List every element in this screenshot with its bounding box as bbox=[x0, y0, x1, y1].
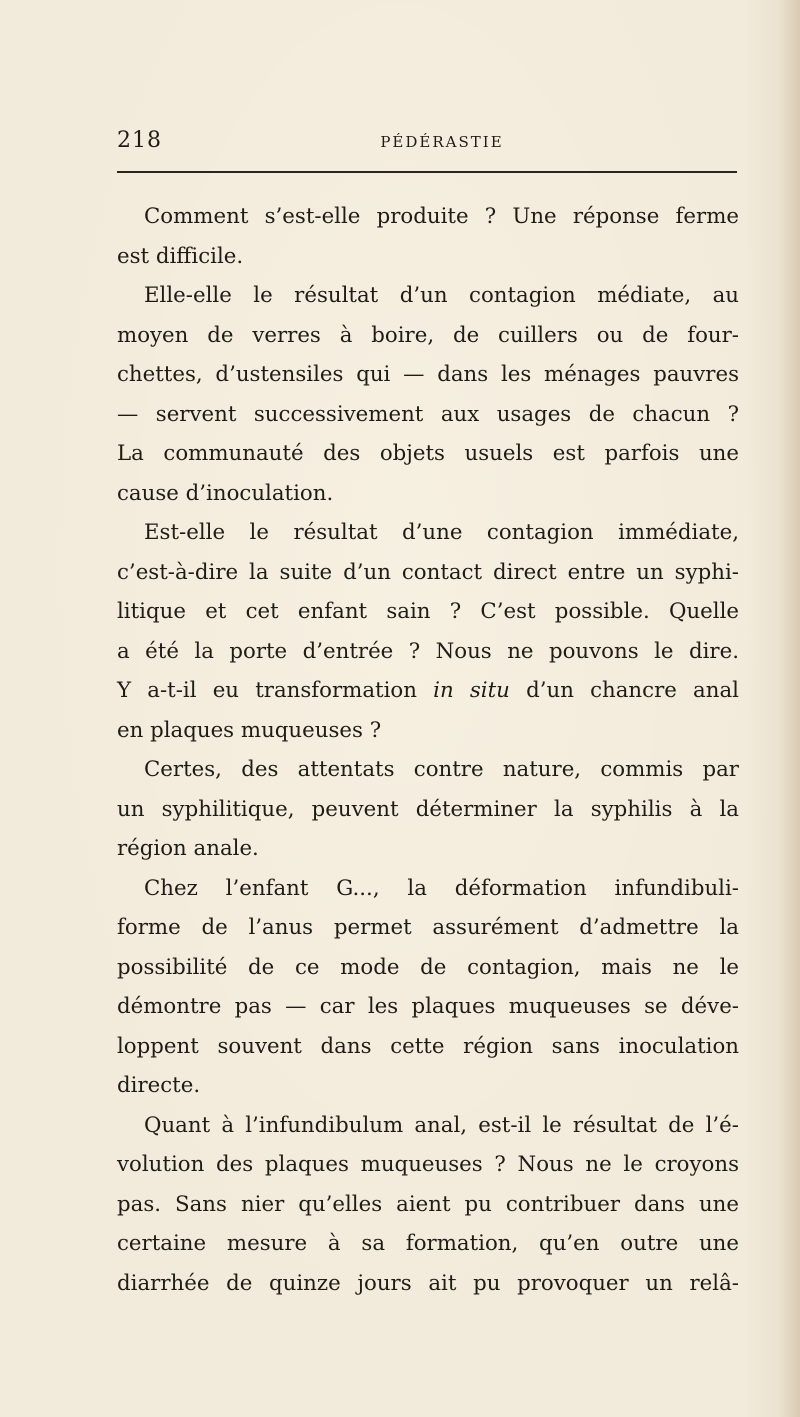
text-line: Elle-elle le résultat d’un contagion médiate, au bbox=[144, 283, 739, 308]
text-line: démontre pas — car les plaques muqueuses se déve- bbox=[117, 994, 739, 1019]
running-head: PÉDÉRASTIE bbox=[380, 133, 504, 151]
page-number: 218 bbox=[117, 128, 162, 153]
text-line: loppent souvent dans cette région sans inoculation bbox=[117, 1033, 739, 1059]
text-line: chettes, d’ustensiles qui — dans les ménages pauvres bbox=[117, 362, 739, 387]
text-line: un syphilitique, peuvent déterminer la syphilis à la bbox=[117, 796, 739, 822]
text-line: Comment s’est-elle produite ? Une réponse ferme bbox=[144, 204, 739, 229]
text-line: Chez l’enfant G..., la déformation infundibuli- bbox=[144, 875, 739, 901]
header-rule bbox=[117, 171, 737, 173]
text-line: en plaques muqueuses ? bbox=[117, 717, 382, 743]
text-fragment: Y a-t-il eu transformation bbox=[117, 678, 417, 703]
page-header bbox=[117, 128, 737, 158]
text-line: est difficile. bbox=[117, 243, 244, 269]
text-line: forme de l’anus permet assurément d’admettre la bbox=[117, 915, 739, 940]
text-line: Quant à l’infundibulum anal, est-il le résultat de l’é- bbox=[144, 1112, 739, 1138]
page-edge-shadow bbox=[778, 0, 800, 1417]
text-line: volution des plaques muqueuses ? Nous ne le croyons bbox=[117, 1152, 739, 1177]
text-fragment: d’un chancre anal bbox=[526, 678, 739, 703]
text-line: Certes, des attentats contre nature, commis par bbox=[144, 757, 739, 782]
text-line: a été la porte d’entrée ? Nous ne pouvons le dire. bbox=[117, 638, 739, 664]
text-line: possibilité de ce mode de contagion, mais ne le bbox=[117, 954, 739, 980]
text-line: c’est-à-dire la suite d’un contact direct entre un syphi- bbox=[117, 559, 739, 585]
text-line: directe. bbox=[117, 1073, 201, 1098]
text-line: litique et cet enfant sain ? C’est possible. Quelle bbox=[117, 599, 739, 624]
text-line: pas. Sans nier qu’elles aient pu contribuer dans une bbox=[117, 1191, 739, 1217]
text-line: moyen de verres à boire, de cuillers ou de four- bbox=[117, 322, 739, 348]
body-text bbox=[117, 197, 739, 1303]
text-line: région anale. bbox=[117, 836, 259, 861]
text-line: Est-elle le résultat d’une contagion immédiate, bbox=[144, 520, 739, 545]
text-line: cause d’inoculation. bbox=[117, 480, 334, 506]
text-line-with-italic bbox=[117, 671, 739, 711]
text-line: La communauté des objets usuels est parfois une bbox=[117, 441, 739, 466]
text-line: diarrhée de quinze jours ait pu provoquer un relâ- bbox=[117, 1270, 739, 1296]
text-line: certaine mesure à sa formation, qu’en outre une bbox=[117, 1231, 739, 1256]
italic-phrase: in situ bbox=[433, 678, 510, 703]
text-line: — servent successivement aux usages de chacun ? bbox=[117, 401, 739, 427]
